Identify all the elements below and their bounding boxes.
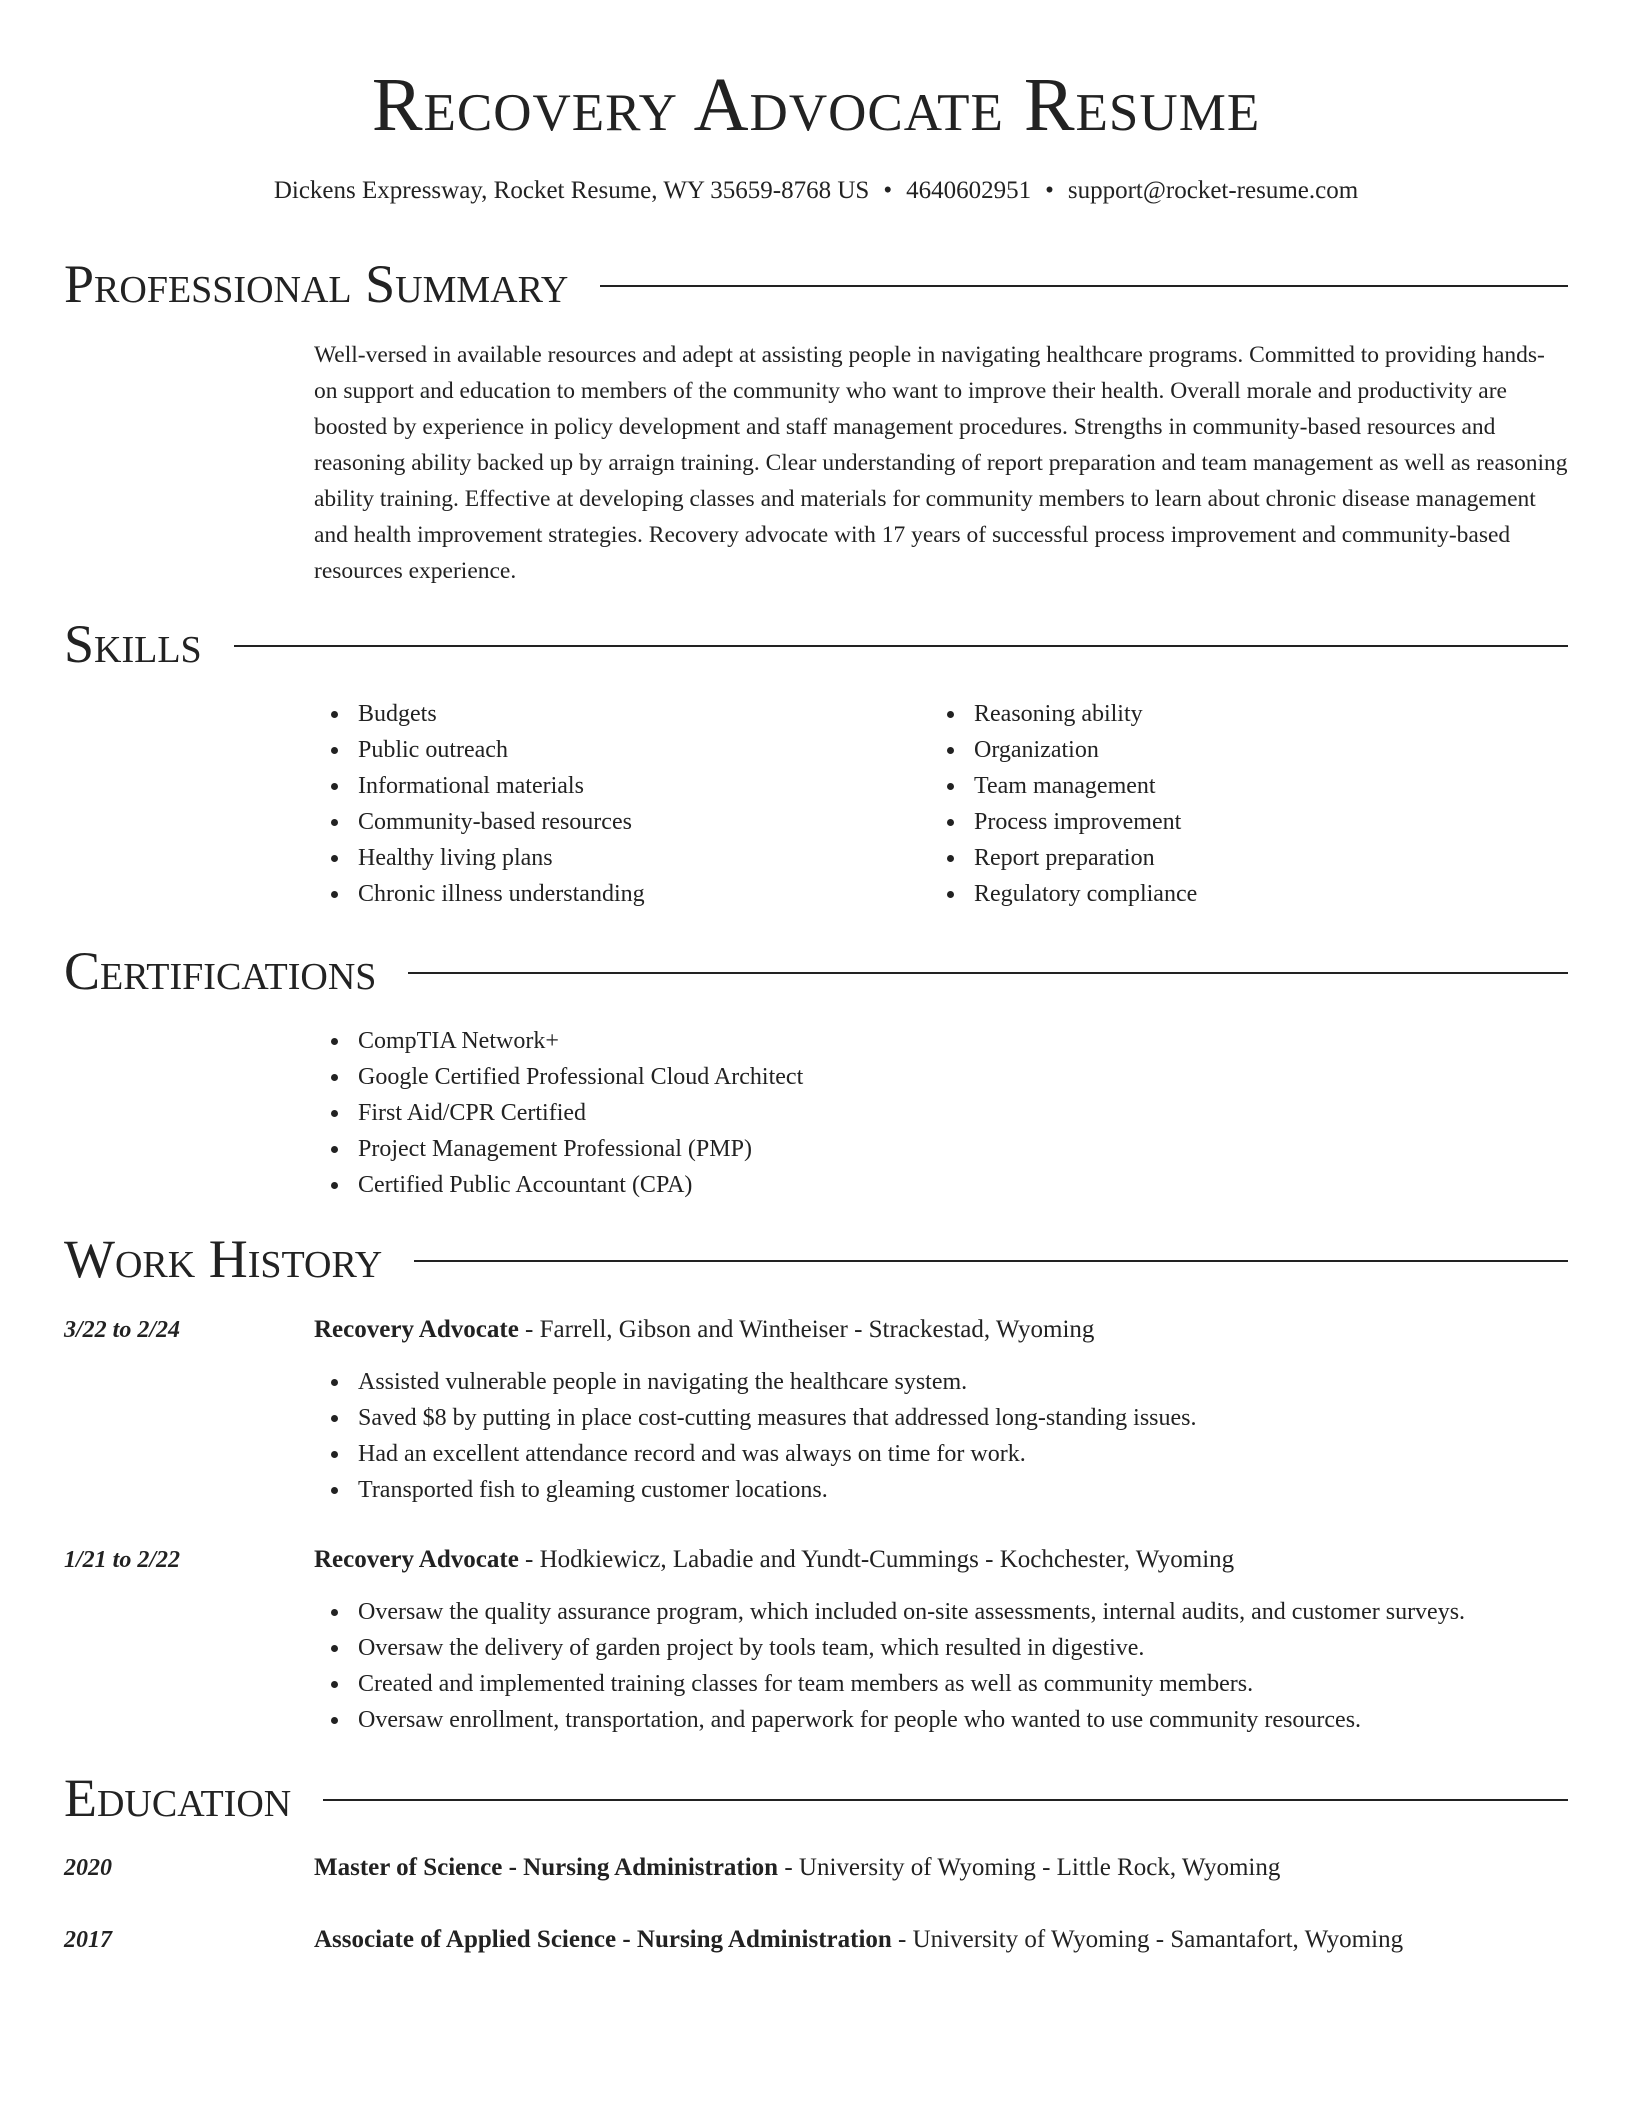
skill-item: Informational materials [358, 768, 645, 804]
resume-title: Recovery Advocate Resume [371, 63, 1261, 147]
skill-item: Reasoning ability [974, 696, 1197, 732]
contact-separator: • [883, 177, 893, 204]
skill-item: Community-based resources [358, 804, 645, 840]
education-year: 2017 [64, 1927, 112, 1953]
section-divider [323, 1799, 1568, 1801]
job-bullet: Oversaw the quality assurance program, which included on-site assessments, internal audits, and customer surveys. [358, 1594, 1465, 1630]
job-dates: 1/21 to 2/22 [64, 1547, 181, 1573]
education-line [314, 1923, 1403, 1957]
job-bullet: Assisted vulnerable people in navigating the healthcare system. [358, 1364, 1197, 1400]
section-divider [408, 972, 1568, 974]
contact-separator: • [1045, 177, 1054, 204]
skills-column-left [314, 696, 645, 912]
certification-item: Certified Public Accountant (CPA) [358, 1167, 803, 1203]
education-degree: Associate of Applied Science - Nursing Administration [314, 1926, 892, 1953]
section-title: Skills [64, 614, 202, 674]
job-bullet: Oversaw enrollment, transportation, and paperwork for people who wanted to use community resources. [358, 1702, 1465, 1738]
job-bullets [314, 1364, 1197, 1508]
skill-item: Budgets [358, 696, 645, 732]
job-details: - Hodkiewicz, Labadie and Yundt-Cummings - Kochchester, Wyoming [518, 1546, 1235, 1573]
skill-item: Public outreach [358, 732, 645, 768]
summary-section-header [64, 252, 1568, 316]
contact-address: Dickens Expressway, Rocket Resume, WY 35659-8768 US [273, 177, 870, 204]
education-section-header [64, 1766, 1568, 1830]
certification-item: Google Certified Professional Cloud Architect [358, 1059, 803, 1095]
skills-column-right [930, 696, 1197, 912]
skill-item: Team management [974, 768, 1197, 804]
education-line [314, 1851, 1280, 1885]
section-title: Work History [64, 1229, 383, 1289]
certifications-list [314, 1023, 803, 1203]
education-details: - University of Wyoming - Samantafort, Wyoming [891, 1926, 1404, 1953]
job-bullet: Transported fish to gleaming customer locations. [358, 1472, 1197, 1508]
job-bullets [314, 1594, 1465, 1738]
work-history-section-header [64, 1227, 1568, 1291]
skill-item: Process improvement [974, 804, 1197, 840]
job-title-line [314, 1313, 1094, 1347]
section-divider [414, 1260, 1568, 1262]
certification-item: Project Management Professional (PMP) [358, 1131, 803, 1167]
skill-item: Regulatory compliance [974, 876, 1197, 912]
contact-email: support@rocket-resume.com [1067, 177, 1359, 204]
section-divider [600, 285, 1568, 287]
section-title: Education [64, 1768, 292, 1828]
job-dates: 3/22 to 2/24 [64, 1317, 181, 1343]
job-bullet: Oversaw the delivery of garden project by tools team, which resulted in digestive. [358, 1630, 1465, 1666]
section-divider [234, 645, 1568, 647]
education-year: 2020 [64, 1855, 112, 1881]
certifications-section-header [64, 939, 1568, 1003]
job-role: Recovery Advocate [314, 1316, 519, 1343]
skills-section-header [64, 612, 1568, 676]
skill-item: Organization [974, 732, 1197, 768]
job-role: Recovery Advocate [314, 1546, 519, 1573]
certification-item: CompTIA Network+ [358, 1023, 803, 1059]
job-bullet: Had an excellent attendance record and was always on time for work. [358, 1436, 1197, 1472]
contact-line [0, 175, 1632, 207]
summary-text: Well-versed in available resources and adept at assisting people in navigating healthcare programs. Committed to providing hands-on support and education to members of the community who want to improve their health. Overall morale and productivity are boosted by experience in policy development and staff management procedures. Strengths in community-based resources and reasoning ability backed up by arraign training. Clear understanding of report preparation and team management as well as reasoning ability training. Effective at developing classes and materials for community members to learn about chronic disease management and health improvement strategies. Recovery advocate with 17 years of successful process improvement and community-based resources experience. [314, 342, 1568, 584]
job-bullet: Saved $8 by putting in place cost-cutting measures that addressed long-standing issues. [358, 1400, 1197, 1436]
section-title: Certifications [64, 941, 377, 1001]
job-bullet: Created and implemented training classes for team members as well as community members. [358, 1666, 1465, 1702]
contact-phone: 4640602951 [906, 177, 1032, 204]
education-degree: Master of Science - Nursing Administration [314, 1854, 779, 1881]
job-details: - Farrell, Gibson and Wintheiser - Strackestad, Wyoming [518, 1316, 1095, 1343]
skill-item: Report preparation [974, 840, 1197, 876]
skill-item: Chronic illness understanding [358, 876, 645, 912]
section-title: Professional Summary [64, 254, 569, 314]
certification-item: First Aid/CPR Certified [358, 1095, 803, 1131]
skill-item: Healthy living plans [358, 840, 645, 876]
education-details: - University of Wyoming - Little Rock, Wyoming [778, 1854, 1281, 1881]
job-title-line [314, 1543, 1234, 1577]
